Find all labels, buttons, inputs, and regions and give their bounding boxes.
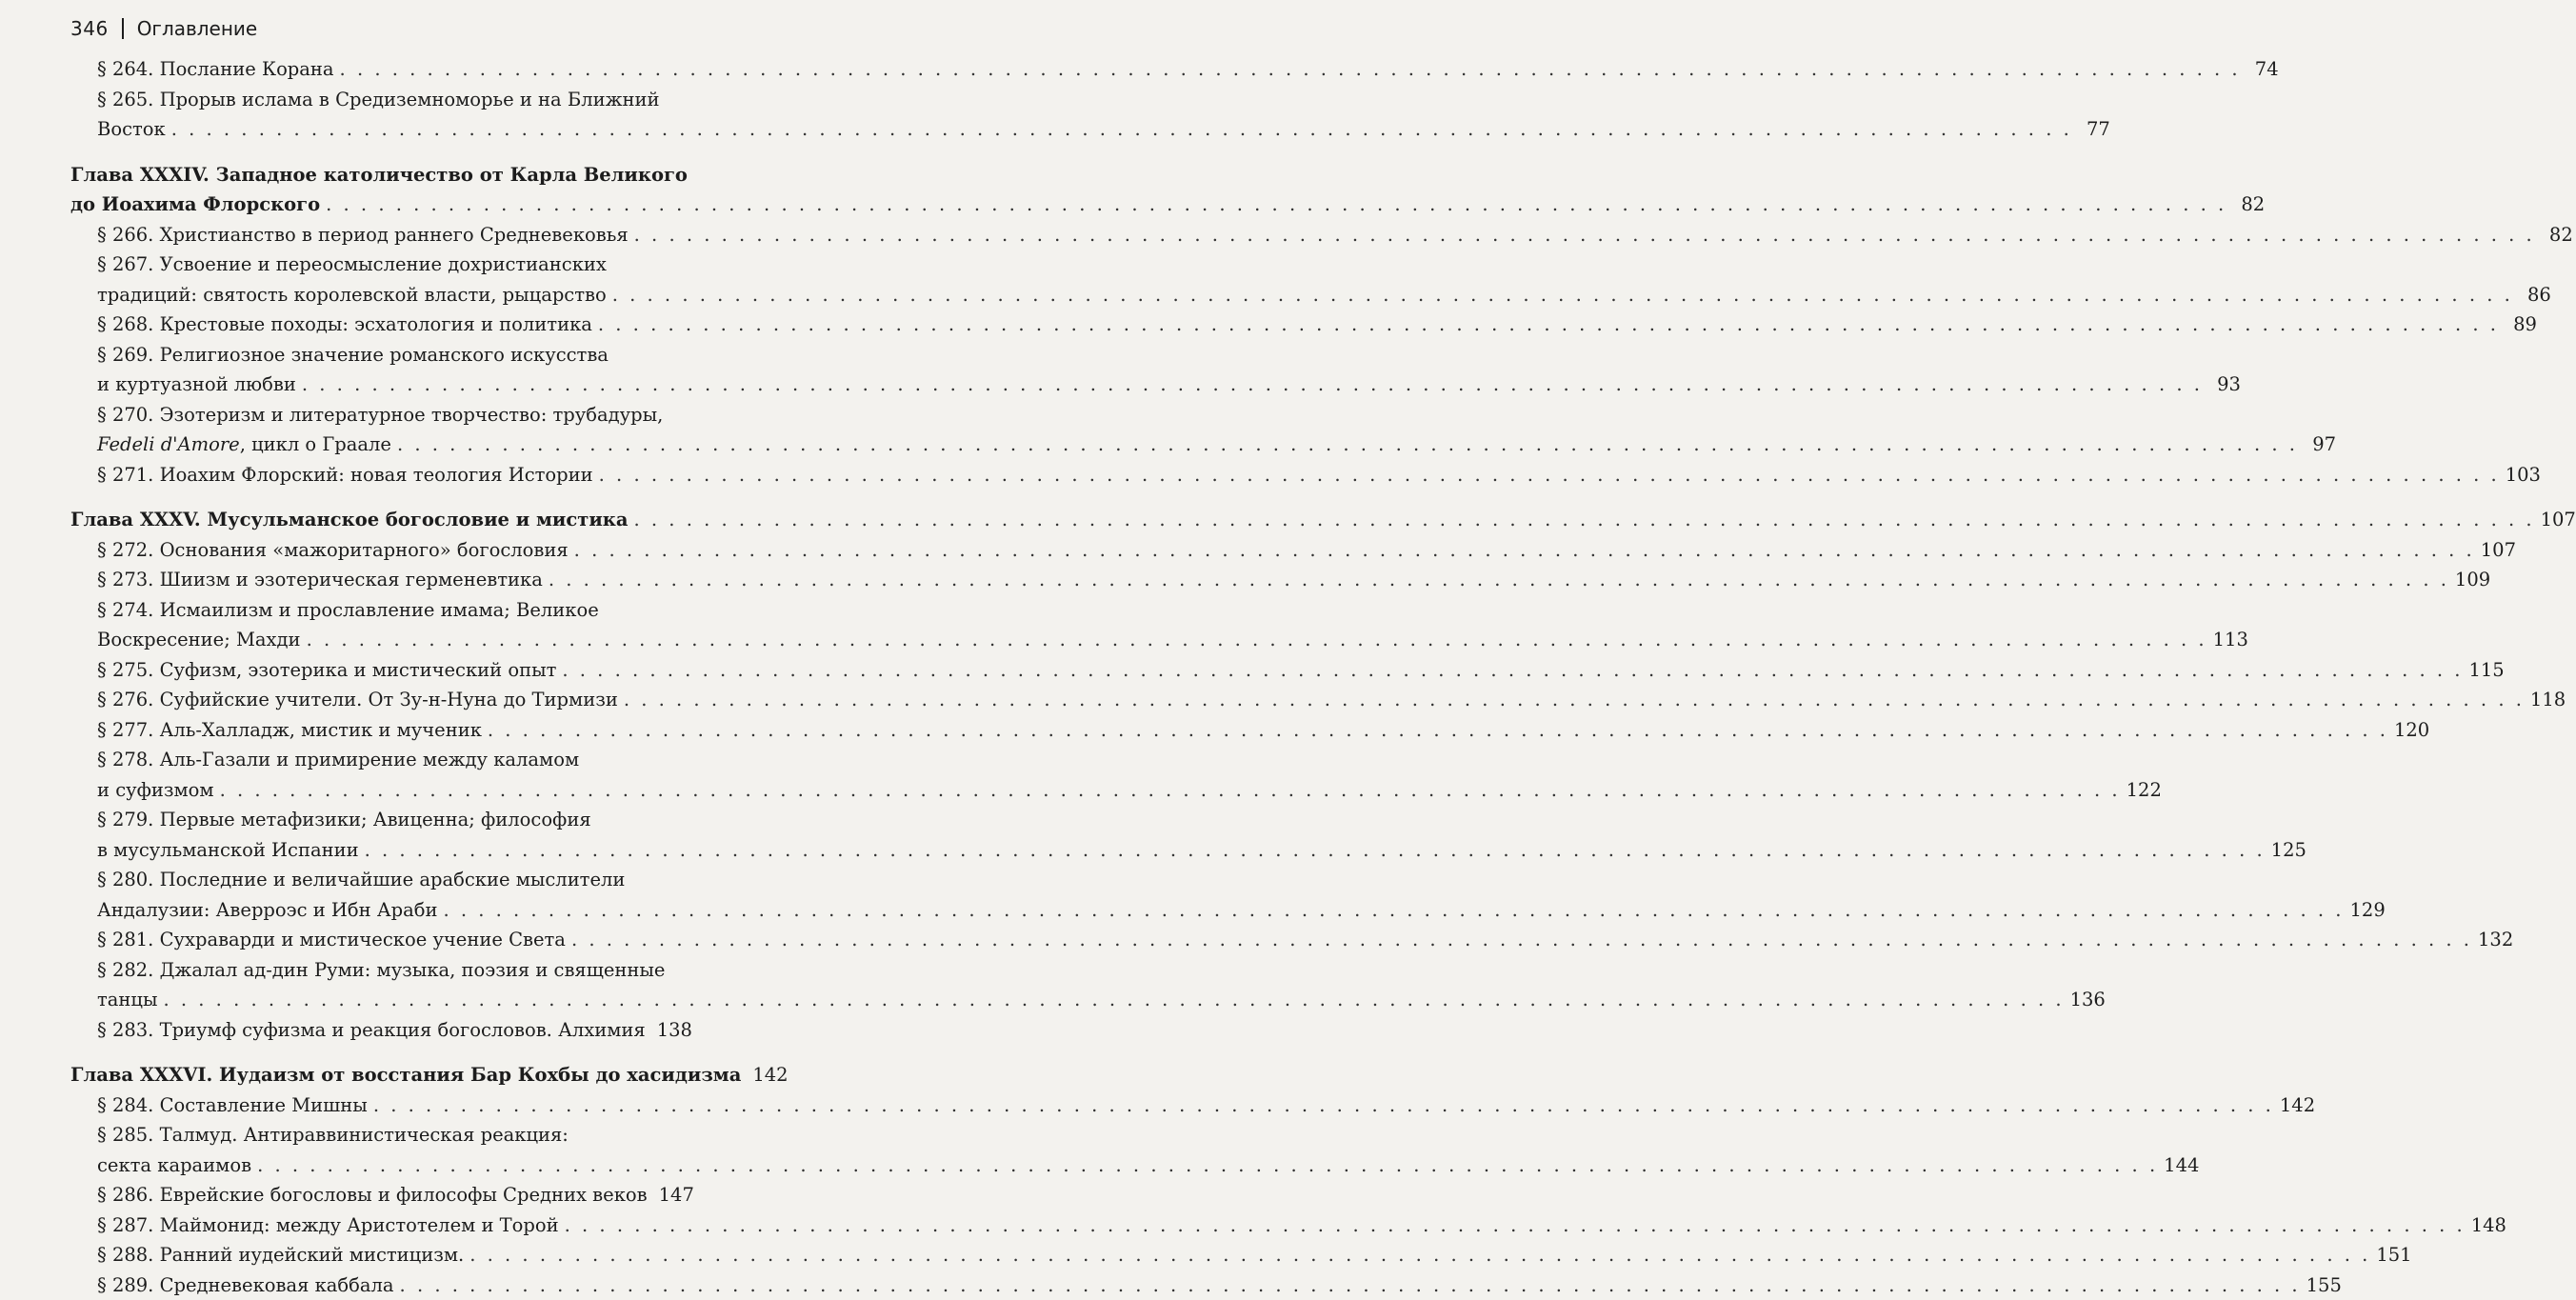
toc-entry-title: § 273. Шиизм и эзотерическая герменевтика bbox=[97, 565, 543, 595]
toc-section-entry bbox=[70, 535, 680, 566]
toc-page-number: 107 bbox=[2541, 505, 2576, 535]
toc-entry-title: в мусульманской Испании bbox=[97, 835, 359, 866]
toc-entry-title: Глава XXXIV. Западное католичество от Карла Великого bbox=[70, 160, 688, 190]
toc-entry-line bbox=[97, 400, 680, 430]
toc-entry-line bbox=[97, 1210, 680, 1241]
header-divider bbox=[122, 18, 124, 39]
dot-leader bbox=[571, 925, 2472, 955]
dot-leader bbox=[612, 280, 2513, 310]
toc-entry-line bbox=[97, 430, 680, 460]
toc-chapter-entry bbox=[70, 505, 680, 535]
toc-entry-line bbox=[97, 114, 680, 145]
table-of-contents bbox=[70, 54, 680, 1300]
toc-entry-line bbox=[97, 85, 680, 115]
toc-page-number: 142 bbox=[752, 1060, 788, 1090]
toc-page-number: 74 bbox=[2247, 54, 2279, 85]
toc-chapter-entry bbox=[70, 1060, 680, 1090]
toc-section-entry bbox=[70, 1090, 680, 1121]
toc-entry-line bbox=[97, 1090, 680, 1121]
toc-section-entry bbox=[70, 715, 680, 746]
toc-entry-title: § 288. Ранний иудейский мистицизм. bbox=[97, 1240, 464, 1270]
toc-entry-title: § 271. Иоахим Флорский: новая теология Истории bbox=[97, 460, 593, 490]
toc-entry-line bbox=[70, 190, 680, 220]
toc-section-entry bbox=[70, 1270, 680, 1300]
toc-entry-title: § 276. Суфийские учители. От Зу-н-Нуна до Тирмизи bbox=[97, 685, 618, 715]
toc-section-entry bbox=[70, 400, 680, 460]
toc-entry-line bbox=[97, 985, 680, 1015]
dot-leader bbox=[326, 190, 2227, 220]
toc-section-entry bbox=[70, 1015, 680, 1046]
italic-phrase: Fedeli d'Amore bbox=[97, 433, 240, 455]
toc-section-entry bbox=[70, 1120, 680, 1180]
toc-page-number: 120 bbox=[2394, 715, 2429, 746]
toc-page-number: 107 bbox=[2481, 535, 2516, 566]
toc-entry-title: и суфизмом bbox=[97, 775, 214, 806]
toc-section-entry bbox=[70, 565, 680, 595]
toc-entry-title: § 265. Прорыв ислама в Средиземноморье и на Ближний bbox=[97, 85, 660, 115]
toc-entry-title: Андалузии: Аверроэс и Ибн Араби bbox=[97, 895, 437, 926]
dot-leader bbox=[257, 1150, 2158, 1181]
toc-entry-line bbox=[97, 1150, 680, 1181]
dot-leader bbox=[634, 220, 2535, 250]
dot-leader bbox=[562, 655, 2463, 686]
toc-section-entry bbox=[70, 925, 680, 955]
toc-page-number: 144 bbox=[2164, 1150, 2199, 1181]
toc-section-entry bbox=[70, 340, 680, 400]
toc-entry-line bbox=[97, 595, 680, 626]
toc-entry-title: § 275. Суфизм, эзотерика и мистический опыт bbox=[97, 655, 556, 686]
toc-entry-title: § 267. Усвоение и переосмысление дохристианских bbox=[97, 250, 607, 280]
toc-entry-title: § 282. Джалал ад-дин Руми: музыка, поэзия и священные bbox=[97, 955, 665, 986]
toc-entry-line bbox=[70, 1060, 680, 1090]
toc-entry-title: § 281. Сухраварди и мистическое учение Света bbox=[97, 925, 566, 955]
page-number: 346 bbox=[70, 17, 109, 40]
toc-section-entry bbox=[70, 1240, 680, 1270]
dot-leader bbox=[340, 54, 2241, 85]
dot-leader bbox=[598, 310, 2499, 340]
toc-entry-line bbox=[97, 220, 680, 250]
toc-entry-line bbox=[97, 535, 680, 566]
toc-entry-line bbox=[97, 745, 680, 775]
toc-entry-line bbox=[97, 715, 680, 746]
toc-page-number: 109 bbox=[2455, 565, 2490, 595]
toc-entry-title: § 269. Религиозное значение романского искусства bbox=[97, 340, 609, 370]
toc-page-number: 136 bbox=[2070, 985, 2106, 1015]
toc-page-number: 89 bbox=[2505, 310, 2537, 340]
toc-entry-title: § 284. Составление Мишны bbox=[97, 1090, 368, 1121]
toc-page-number: 82 bbox=[2541, 220, 2573, 250]
toc-entry-line bbox=[97, 250, 680, 280]
toc-entry-title: § 274. Исмаилизм и прославление имама; Великое bbox=[97, 595, 599, 626]
dot-leader bbox=[400, 1270, 2301, 1300]
dot-leader bbox=[163, 985, 2064, 1015]
dot-leader bbox=[549, 565, 2449, 595]
toc-page-number: 77 bbox=[2078, 114, 2110, 145]
toc-entry-title: § 268. Крестовые походы: эсхатология и политика bbox=[97, 310, 592, 340]
dot-leader bbox=[171, 114, 2072, 145]
toc-page-number: 115 bbox=[2468, 655, 2504, 686]
toc-entry-line bbox=[97, 340, 680, 370]
toc-page-number: 151 bbox=[2376, 1240, 2411, 1270]
toc-entry-title: § 289. Средневековая каббала bbox=[97, 1270, 394, 1300]
toc-page-number: 142 bbox=[2280, 1090, 2315, 1121]
toc-entry-line bbox=[97, 310, 680, 340]
toc-entry-line bbox=[97, 775, 680, 806]
toc-entry-title: и куртуазной любви bbox=[97, 370, 296, 400]
toc-entry-line bbox=[97, 865, 680, 895]
toc-chapter-entry bbox=[70, 160, 680, 220]
toc-page-number: 138 bbox=[657, 1015, 692, 1046]
toc-entry-line bbox=[97, 1240, 680, 1270]
toc-entry-line bbox=[97, 460, 680, 490]
dot-leader bbox=[443, 895, 2344, 926]
dot-leader bbox=[469, 1240, 2370, 1270]
dot-leader bbox=[220, 775, 2121, 806]
toc-entry-line bbox=[97, 280, 680, 310]
toc-entry-title: до Иоахима Флорского bbox=[70, 190, 320, 220]
toc-section-entry bbox=[70, 685, 680, 715]
toc-page-number: 148 bbox=[2471, 1210, 2506, 1241]
toc-page-number: 125 bbox=[2271, 835, 2306, 866]
toc-entry-title: § 285. Талмуд. Антираввинистическая реакция: bbox=[97, 1120, 569, 1150]
toc-section-entry bbox=[70, 250, 680, 310]
toc-entry-line bbox=[97, 655, 680, 686]
dot-leader bbox=[599, 460, 2500, 490]
toc-page-number: 82 bbox=[2232, 190, 2265, 220]
toc-entry-title: Fedeli d'Amore, цикл о Граале bbox=[97, 430, 391, 460]
toc-entry-title: Глава XXXVI. Иудаизм от восстания Бар Кохбы до хасидизма bbox=[70, 1060, 741, 1090]
toc-section-entry bbox=[70, 595, 680, 655]
dot-leader bbox=[574, 535, 2475, 566]
toc-page-number: 113 bbox=[2213, 625, 2248, 655]
dot-leader bbox=[488, 715, 2388, 746]
toc-entry-title: § 266. Христианство в период раннего Средневековья bbox=[97, 220, 629, 250]
toc-entry-line bbox=[97, 54, 680, 85]
dot-leader bbox=[634, 505, 2535, 535]
toc-entry-line bbox=[97, 625, 680, 655]
toc-section-entry bbox=[70, 955, 680, 1015]
toc-entry-title: § 287. Маймонид: между Аристотелем и Торой bbox=[97, 1210, 559, 1241]
toc-entry-title: танцы bbox=[97, 985, 157, 1015]
toc-entry-line bbox=[97, 1120, 680, 1150]
toc-entry-title: § 277. Аль-Халладж, мистик и мученик bbox=[97, 715, 482, 746]
toc-section-entry bbox=[70, 310, 680, 340]
toc-section-entry bbox=[70, 1180, 680, 1210]
toc-section-entry bbox=[70, 655, 680, 686]
toc-entry-title: § 272. Основания «мажоритарного» богословия bbox=[97, 535, 569, 566]
toc-entry-title: секта караимов bbox=[97, 1150, 251, 1181]
dot-leader bbox=[397, 430, 2298, 460]
toc-page-number: 155 bbox=[2306, 1270, 2342, 1300]
toc-page-number: 132 bbox=[2478, 925, 2513, 955]
dot-leader bbox=[365, 835, 2266, 866]
toc-entry-line bbox=[97, 1270, 680, 1300]
toc-entry-line bbox=[97, 925, 680, 955]
toc-section-entry bbox=[70, 460, 680, 490]
toc-page-number: 103 bbox=[2506, 460, 2541, 490]
toc-page-number: 118 bbox=[2530, 685, 2566, 715]
toc-section-entry bbox=[70, 1210, 680, 1241]
toc-entry-title: Воскресение; Махди bbox=[97, 625, 301, 655]
toc-entry-line bbox=[97, 565, 680, 595]
toc-entry-line bbox=[70, 505, 680, 535]
toc-entry-title: § 280. Последние и величайшие арабские мыслители bbox=[97, 865, 625, 895]
toc-entry-title: § 286. Еврейские богословы и философы Средних веков bbox=[97, 1180, 648, 1210]
toc-entry-title: § 279. Первые метафизики; Авиценна; философия bbox=[97, 805, 591, 835]
toc-entry-title: § 283. Триумф суфизма и реакция богословов. Алхимия bbox=[97, 1015, 646, 1046]
toc-entry-line bbox=[97, 685, 680, 715]
toc-entry-line bbox=[97, 1180, 680, 1210]
running-header bbox=[70, 17, 257, 40]
toc-section-entry bbox=[70, 220, 680, 250]
toc-section-entry bbox=[70, 54, 680, 85]
toc-entry-title: Глава XXXV. Мусульманское богословие и мистика bbox=[70, 505, 629, 535]
toc-entry-line bbox=[97, 370, 680, 400]
dot-leader bbox=[565, 1210, 2466, 1241]
toc-entry-title: § 270. Эзотеризм и литературное творчество: трубадуры, bbox=[97, 400, 663, 430]
toc-entry-title: § 278. Аль-Газали и примирение между каламом bbox=[97, 745, 579, 775]
toc-entry-line bbox=[97, 895, 680, 926]
toc-entry-title: Восток bbox=[97, 114, 166, 145]
dot-leader bbox=[373, 1090, 2274, 1121]
dot-leader bbox=[624, 685, 2525, 715]
toc-section-entry bbox=[70, 805, 680, 865]
toc-section-entry bbox=[70, 85, 680, 145]
toc-entry-title: § 264. Послание Корана bbox=[97, 54, 334, 85]
toc-page-number: 97 bbox=[2304, 430, 2336, 460]
toc-section-entry bbox=[70, 865, 680, 925]
running-title: Оглавление bbox=[137, 17, 258, 40]
toc-entry-title: традиций: святость королевской власти, рыцарство bbox=[97, 280, 607, 310]
toc-page-number: 147 bbox=[659, 1180, 694, 1210]
toc-entry-line bbox=[70, 160, 680, 190]
toc-section-entry bbox=[70, 745, 680, 805]
toc-entry-line bbox=[97, 1015, 680, 1046]
toc-entry-line bbox=[97, 955, 680, 986]
toc-page-number: 93 bbox=[2208, 370, 2241, 400]
toc-page-number: 86 bbox=[2519, 280, 2551, 310]
dot-leader bbox=[307, 625, 2207, 655]
dot-leader bbox=[302, 370, 2203, 400]
toc-entry-line bbox=[97, 805, 680, 835]
toc-page-number: 129 bbox=[2350, 895, 2386, 926]
toc-entry-line bbox=[97, 835, 680, 866]
toc-page-number: 122 bbox=[2127, 775, 2162, 806]
